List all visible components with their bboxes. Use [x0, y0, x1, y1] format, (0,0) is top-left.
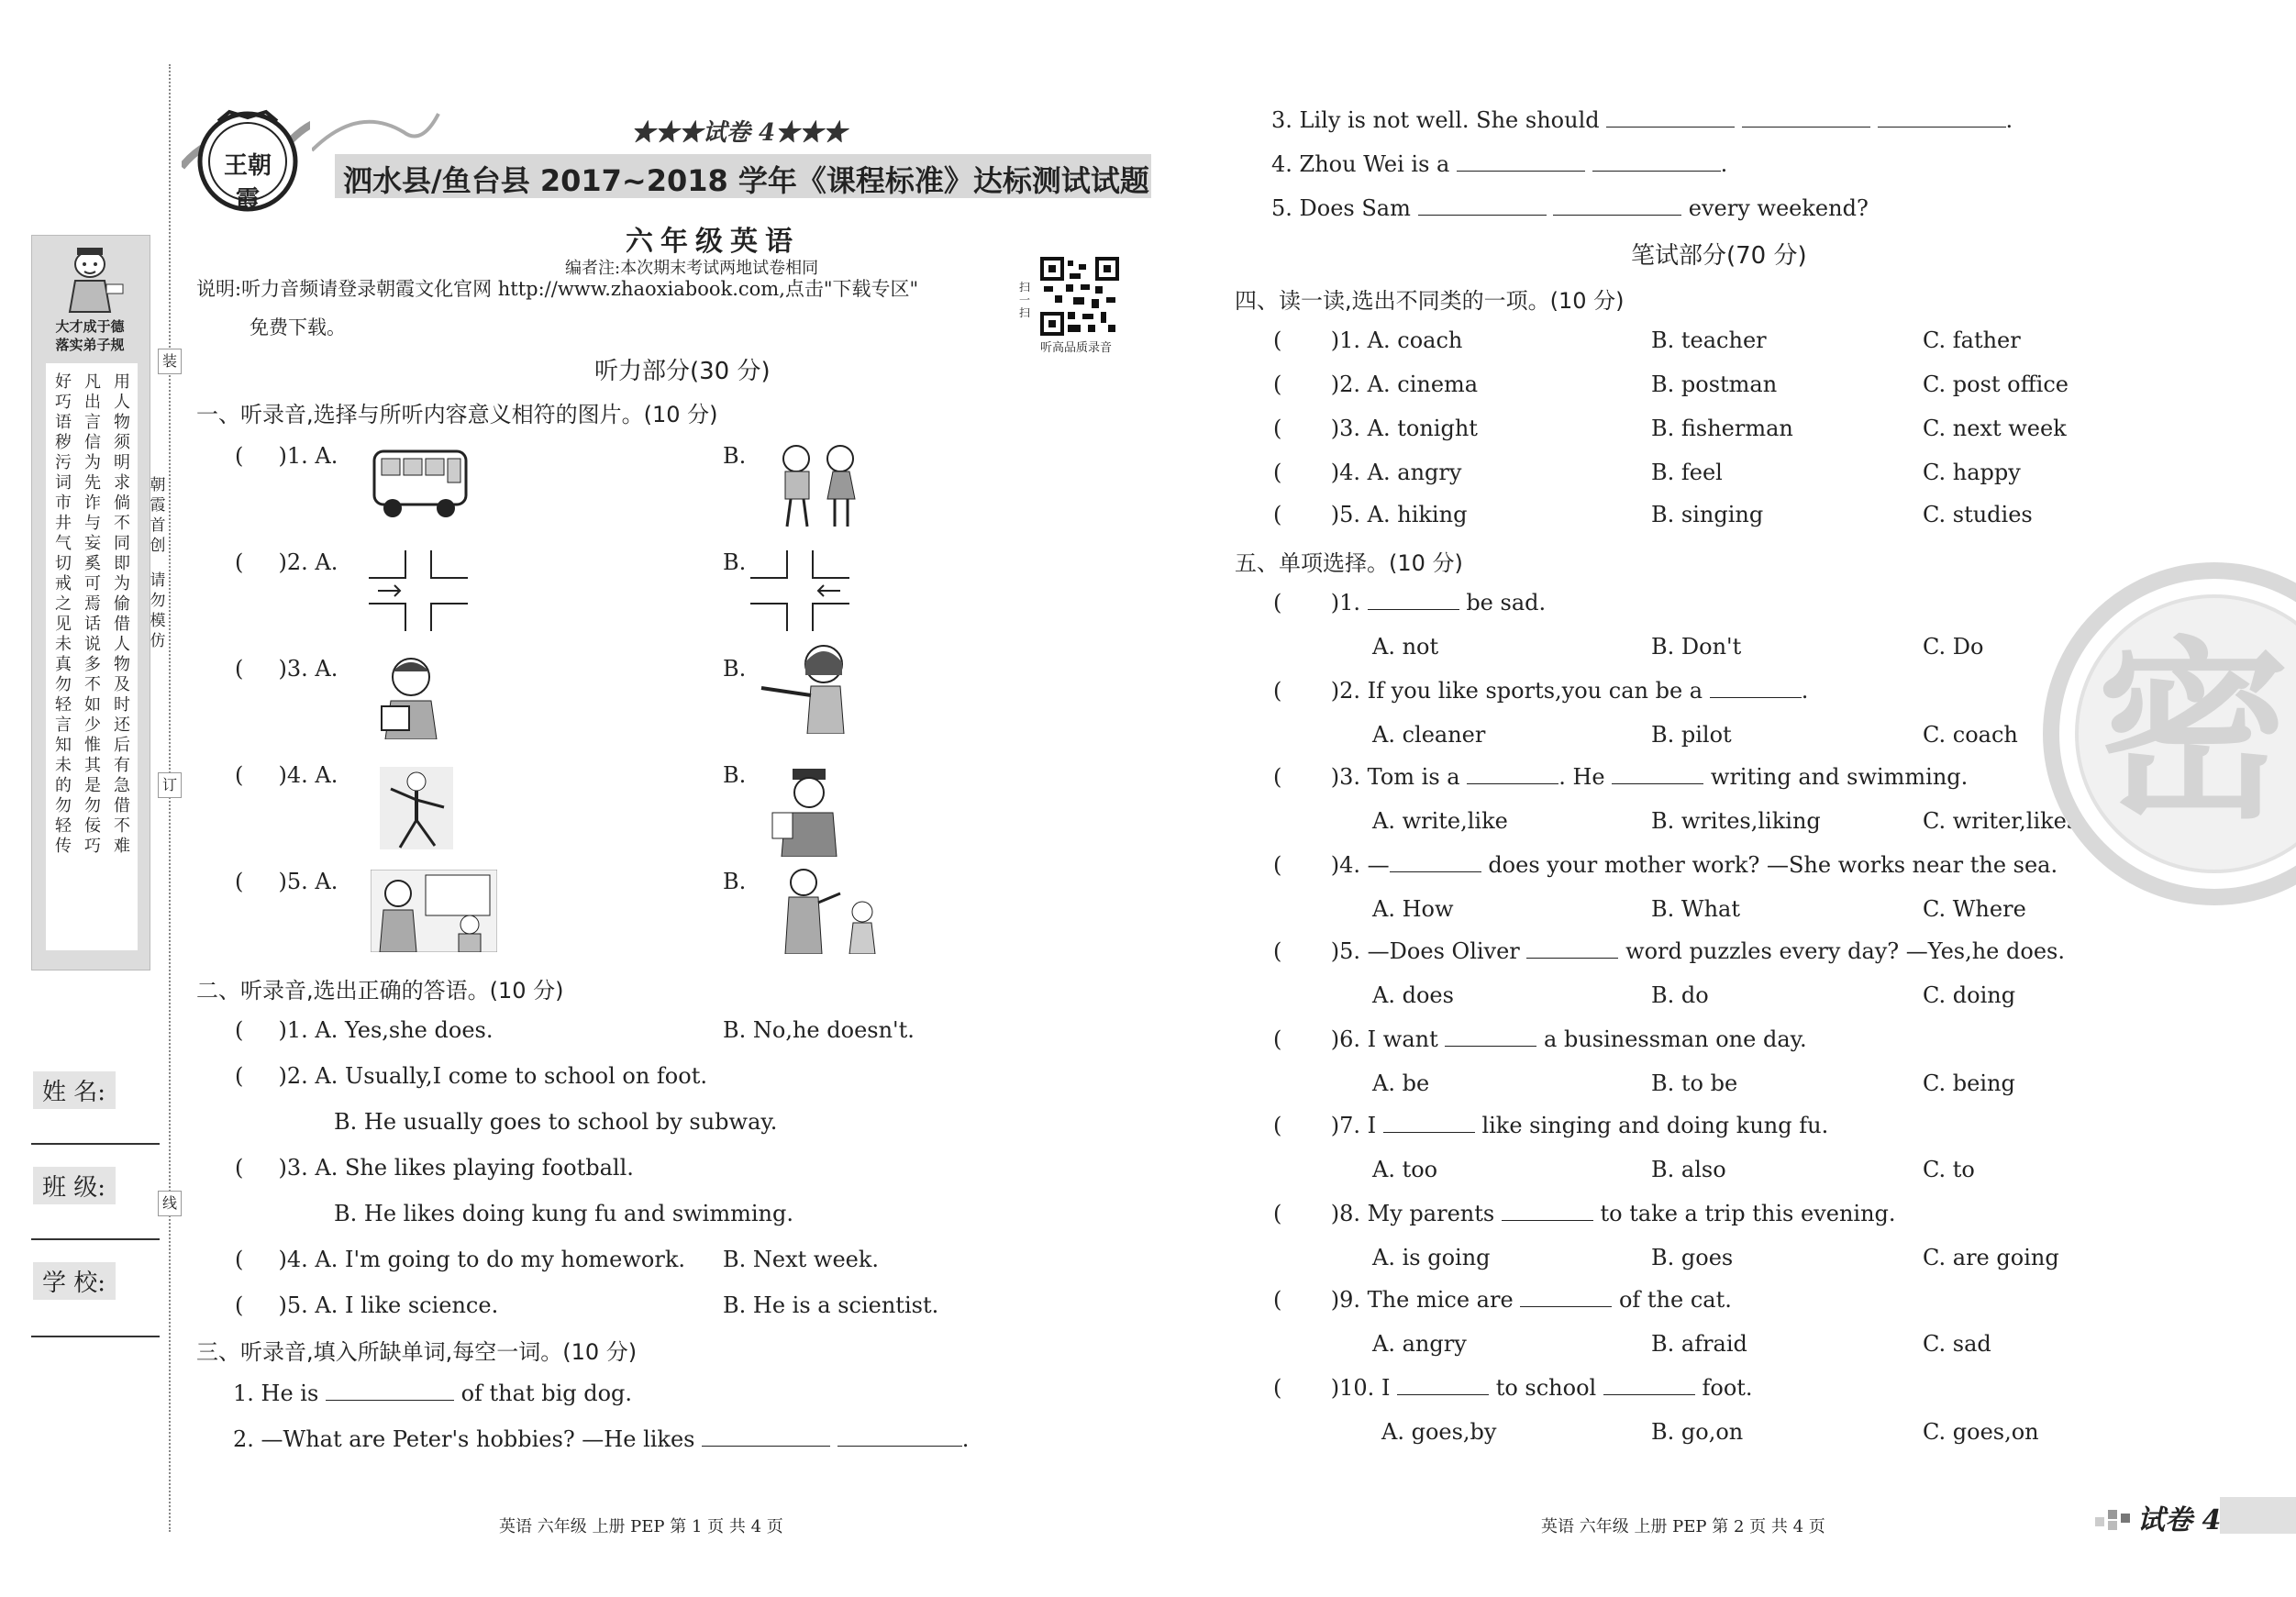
secret-seal-watermark — [2024, 560, 2296, 908]
part1-q3-b: B. — [723, 656, 747, 682]
part2-title: 二、听录音,选出正确的答语。(10 分) — [196, 978, 564, 1004]
seal-character: 密 — [2097, 620, 2290, 845]
part1-q2: ( )2. A. — [235, 549, 338, 575]
part5-q1-b: B. Don't — [1651, 634, 1742, 660]
vertical-note-original: 朝霞首创 — [150, 476, 166, 555]
picture-crossroad-left — [750, 550, 849, 635]
part4-q3-c: C. next week — [1923, 416, 2067, 441]
logo-text: 王朝霞 — [223, 152, 272, 214]
part5-q10-c: C. goes,on — [1923, 1419, 2039, 1445]
part2-q3-b: B. He likes doing kung fu and swimming. — [334, 1201, 793, 1226]
part5-q7-c: C. to — [1923, 1157, 1975, 1182]
part5-q5-c: C. doing — [1923, 982, 2016, 1008]
part5-q3-a: A. write,like — [1372, 808, 1508, 834]
blank[interactable] — [1502, 1200, 1593, 1221]
part4-q4: ( )4. A. angry — [1273, 460, 1462, 485]
part5-q6: ( )6. I want a businessman one day. — [1273, 1026, 1807, 1052]
part5-q3-c: C. writer,likes — [1923, 808, 2079, 834]
part5-q10: ( )10. I to school foot. — [1273, 1375, 1753, 1401]
part4-q4-c: C. happy — [1923, 460, 2021, 485]
part2-q3: ( )3. A. She likes playing football. — [235, 1155, 634, 1181]
part5-q9-c: C. sad — [1923, 1331, 1991, 1357]
blank[interactable] — [1603, 1374, 1695, 1395]
part2-q4-b: B. Next week. — [723, 1247, 880, 1272]
part1-title: 一、听录音,选择与所听内容意义相符的图片。(10 分) — [196, 402, 718, 427]
school-label: 学 校: — [33, 1262, 116, 1300]
blank[interactable] — [1606, 106, 1735, 128]
exam-title: 泗水县/鱼台县 2017~2018 学年《课程标准》达标测试试题 — [343, 163, 1149, 198]
blank[interactable] — [1418, 194, 1547, 216]
picture-teacher-pupil — [371, 870, 497, 956]
proverb-column-3: 用人物须明求倘不同即为偷借人物及时还后有急借不难 — [114, 372, 130, 856]
blank[interactable] — [326, 1380, 454, 1401]
part4-q1-c: C. father — [1923, 327, 2021, 353]
part2-q5-b: B. He is a scientist. — [723, 1292, 939, 1318]
part2-q1-b: B. No,he doesn't. — [723, 1017, 915, 1043]
part4-q5-c: C. studies — [1923, 502, 2033, 527]
part2-q2: ( )2. A. Usually,I come to school on foot. — [235, 1063, 707, 1089]
picture-pointing-girl — [756, 642, 859, 738]
corner-badge: 试卷 4 — [2137, 1504, 2222, 1536]
part5-q4-c: C. Where — [1923, 896, 2026, 922]
blank[interactable] — [1390, 851, 1481, 872]
blank[interactable] — [837, 1425, 962, 1447]
qr-code[interactable] — [1040, 257, 1119, 336]
footer-left: 英语 六年级 上册 PEP 第 1 页 共 4 页 — [499, 1517, 783, 1536]
school-field[interactable] — [31, 1336, 160, 1337]
blank[interactable] — [1383, 1112, 1475, 1133]
part4-q5: ( )5. A. hiking — [1273, 502, 1468, 527]
picture-postman — [767, 765, 848, 860]
part5-q9: ( )9. The mice are of the cat. — [1273, 1287, 1732, 1313]
part1-q3: ( )3. A. — [235, 656, 338, 682]
class-field[interactable] — [31, 1238, 160, 1240]
part5-q4-b: B. What — [1651, 896, 1740, 922]
blank[interactable] — [1592, 150, 1721, 172]
part5-q5: ( )5. —Does Oliver word puzzles every day? —Yes,he does. — [1273, 938, 2065, 964]
part4-q3: ( )3. A. tonight — [1273, 416, 1478, 441]
part3-q2: 2. —What are Peter's hobbies? —He likes . — [233, 1426, 970, 1452]
qr-side-note: 扫一扫 — [1018, 281, 1030, 319]
part5-q1-c: C. Do — [1923, 634, 1984, 660]
written-heading: 笔试部分(70 分) — [1631, 242, 1807, 270]
part5-q5-a: A. does — [1372, 982, 1454, 1008]
part3-q1: 1. He is of that big dog. — [233, 1381, 633, 1406]
part5-q3: ( )3. Tom is a . He writing and swimming. — [1273, 764, 1969, 790]
part3-title: 三、听录音,填入所缺单词,每空一词。(10 分) — [196, 1339, 638, 1365]
part5-q10-b: B. go,on — [1651, 1419, 1744, 1445]
part5-q6-a: A. be — [1372, 1070, 1430, 1096]
part2-q2-b: B. He usually goes to school by subway. — [334, 1109, 778, 1135]
part1-q4-b: B. — [723, 762, 747, 788]
name-label: 姓 名: — [33, 1071, 116, 1109]
proverb-column-2: 凡出言信为先诈与妄奚可焉话说多不如少惟其是勿佞巧 — [84, 372, 101, 856]
part4-q1: ( )1. A. coach — [1273, 327, 1463, 353]
part5-q7: ( )7. I like singing and doing kung fu. — [1273, 1113, 1829, 1138]
corner-badge-bg — [2220, 1497, 2296, 1534]
sidebar-motto — [37, 317, 143, 354]
instruction-line-2: 免费下载。 — [250, 316, 346, 338]
part5-q2-b: B. pilot — [1651, 722, 1732, 748]
corner-dots — [2095, 1506, 2132, 1534]
cartoon-figure — [51, 244, 128, 314]
part1-q1: ( )1. A. — [235, 443, 338, 469]
part5-q4-a: A. How — [1372, 896, 1454, 922]
part4-q2: ( )2. A. cinema — [1273, 372, 1479, 397]
motto-line-1: 大才成于德 — [55, 318, 125, 335]
part5-q2-c: C. coach — [1923, 722, 2018, 748]
blank[interactable] — [1457, 150, 1585, 172]
qr-caption: 听高品质录音 — [1040, 341, 1113, 355]
part2-q5: ( )5. A. I like science. — [235, 1292, 499, 1318]
part5-q7-b: B. also — [1651, 1157, 1726, 1182]
picture-dancing — [380, 767, 453, 853]
picture-bus — [371, 446, 471, 525]
part4-title: 四、读一读,选出不同类的一项。(10 分) — [1235, 288, 1625, 314]
vertical-note-nocopy: 请勿模仿 — [150, 571, 166, 650]
paper-badge: ★★★试卷 4★★★ — [631, 119, 848, 147]
part4-q2-c: C. post office — [1923, 372, 2069, 397]
part5-q8: ( )8. My parents to take a trip this evening. — [1273, 1201, 1896, 1226]
blank[interactable] — [1878, 106, 2006, 128]
part1-q5-b: B. — [723, 869, 747, 894]
blank[interactable] — [1553, 194, 1681, 216]
part5-q8-c: C. are going — [1923, 1245, 2059, 1270]
picture-man-boy — [767, 866, 895, 958]
part4-q5-b: B. singing — [1651, 502, 1764, 527]
part1-q5: ( )5. A. — [235, 869, 338, 894]
binding-tab-ding: 订 — [158, 772, 182, 798]
part5-q6-c: C. being — [1923, 1070, 2015, 1096]
editor-note: 编者注:本次期末考试两地试卷相同 — [565, 259, 819, 278]
part5-q9-a: A. angry — [1372, 1331, 1467, 1357]
part1-q1-b: B. — [723, 443, 747, 469]
picture-reading-boy — [371, 653, 451, 743]
part5-q4: ( )4. — does your mother work? —She works near the sea. — [1273, 852, 2058, 878]
blank[interactable] — [702, 1425, 830, 1447]
blank[interactable] — [1710, 677, 1802, 698]
blank[interactable] — [1520, 1286, 1612, 1307]
binding-dotted-line — [169, 64, 171, 1532]
part1-q4: ( )4. A. — [235, 762, 338, 788]
part5-q3-b: B. writes,liking — [1651, 808, 1821, 834]
part1-q2-b: B. — [723, 549, 747, 575]
part5-q2-a: A. cleaner — [1372, 722, 1486, 748]
name-field[interactable] — [31, 1143, 160, 1145]
part2-q1: ( )1. A. Yes,she does. — [235, 1017, 494, 1043]
blank[interactable] — [1742, 106, 1870, 128]
footer-right: 英语 六年级 上册 PEP 第 2 页 共 4 页 — [1541, 1517, 1825, 1536]
part5-q5-b: B. do — [1651, 982, 1709, 1008]
binding-tab-xian: 线 — [158, 1191, 182, 1216]
part3-q4: 4. Zhou Wei is a . — [1271, 151, 1728, 177]
part5-q10-a: A. goes,by — [1381, 1419, 1497, 1445]
part4-q2-b: B. postman — [1651, 372, 1778, 397]
binding-tab-zhuang: 装 — [158, 349, 182, 374]
blank[interactable] — [1612, 763, 1703, 784]
part5-q8-b: B. goes — [1651, 1245, 1734, 1270]
part5-q9-b: B. afraid — [1651, 1331, 1747, 1357]
part5-q2: ( )2. If you like sports,you can be a . — [1273, 678, 1809, 704]
blank[interactable] — [1526, 937, 1618, 959]
picture-crossroad-right — [369, 550, 468, 635]
sidebar-proverbs — [46, 363, 138, 950]
part5-q6-b: B. to be — [1651, 1070, 1738, 1096]
blank[interactable] — [1467, 763, 1558, 784]
listening-heading: 听力部分(30 分) — [594, 358, 771, 385]
motto-line-2: 落实弟子规 — [55, 337, 125, 353]
part2-q4: ( )4. A. I'm going to do my homework. — [235, 1247, 686, 1272]
part5-title: 五、单项选择。(10 分) — [1235, 550, 1463, 576]
part5-q8-a: A. is going — [1372, 1245, 1491, 1270]
blank[interactable] — [1397, 1374, 1489, 1395]
logo-emblem — [182, 103, 310, 213]
part5-q7-a: A. too — [1372, 1157, 1438, 1182]
picture-two-kids — [769, 438, 870, 534]
instruction-line-1: 说明:听力音频请登录朝霞文化官网 http://www.zhaoxiabook.com,点击"下载专区" — [196, 278, 919, 300]
part4-q3-b: B. fisherman — [1651, 416, 1793, 441]
part3-q3: 3. Lily is not well. She should . — [1271, 107, 2013, 133]
subject-title: 六年级英语 — [626, 226, 800, 258]
part4-q1-b: B. teacher — [1651, 327, 1767, 353]
blank[interactable] — [1368, 589, 1459, 610]
proverb-column-1: 好巧语秽污词市井气切戒之见未真勿轻言知未的勿轻传 — [55, 372, 72, 856]
part5-q1: ( )1. be sad. — [1273, 590, 1547, 616]
part5-q1-a: A. not — [1372, 634, 1439, 660]
class-label: 班 级: — [33, 1167, 116, 1204]
blank[interactable] — [1445, 1026, 1536, 1047]
ribbon-decoration — [312, 105, 440, 160]
part3-q5: 5. Does Sam every weekend? — [1271, 195, 1869, 221]
part4-q4-b: B. feel — [1651, 460, 1723, 485]
